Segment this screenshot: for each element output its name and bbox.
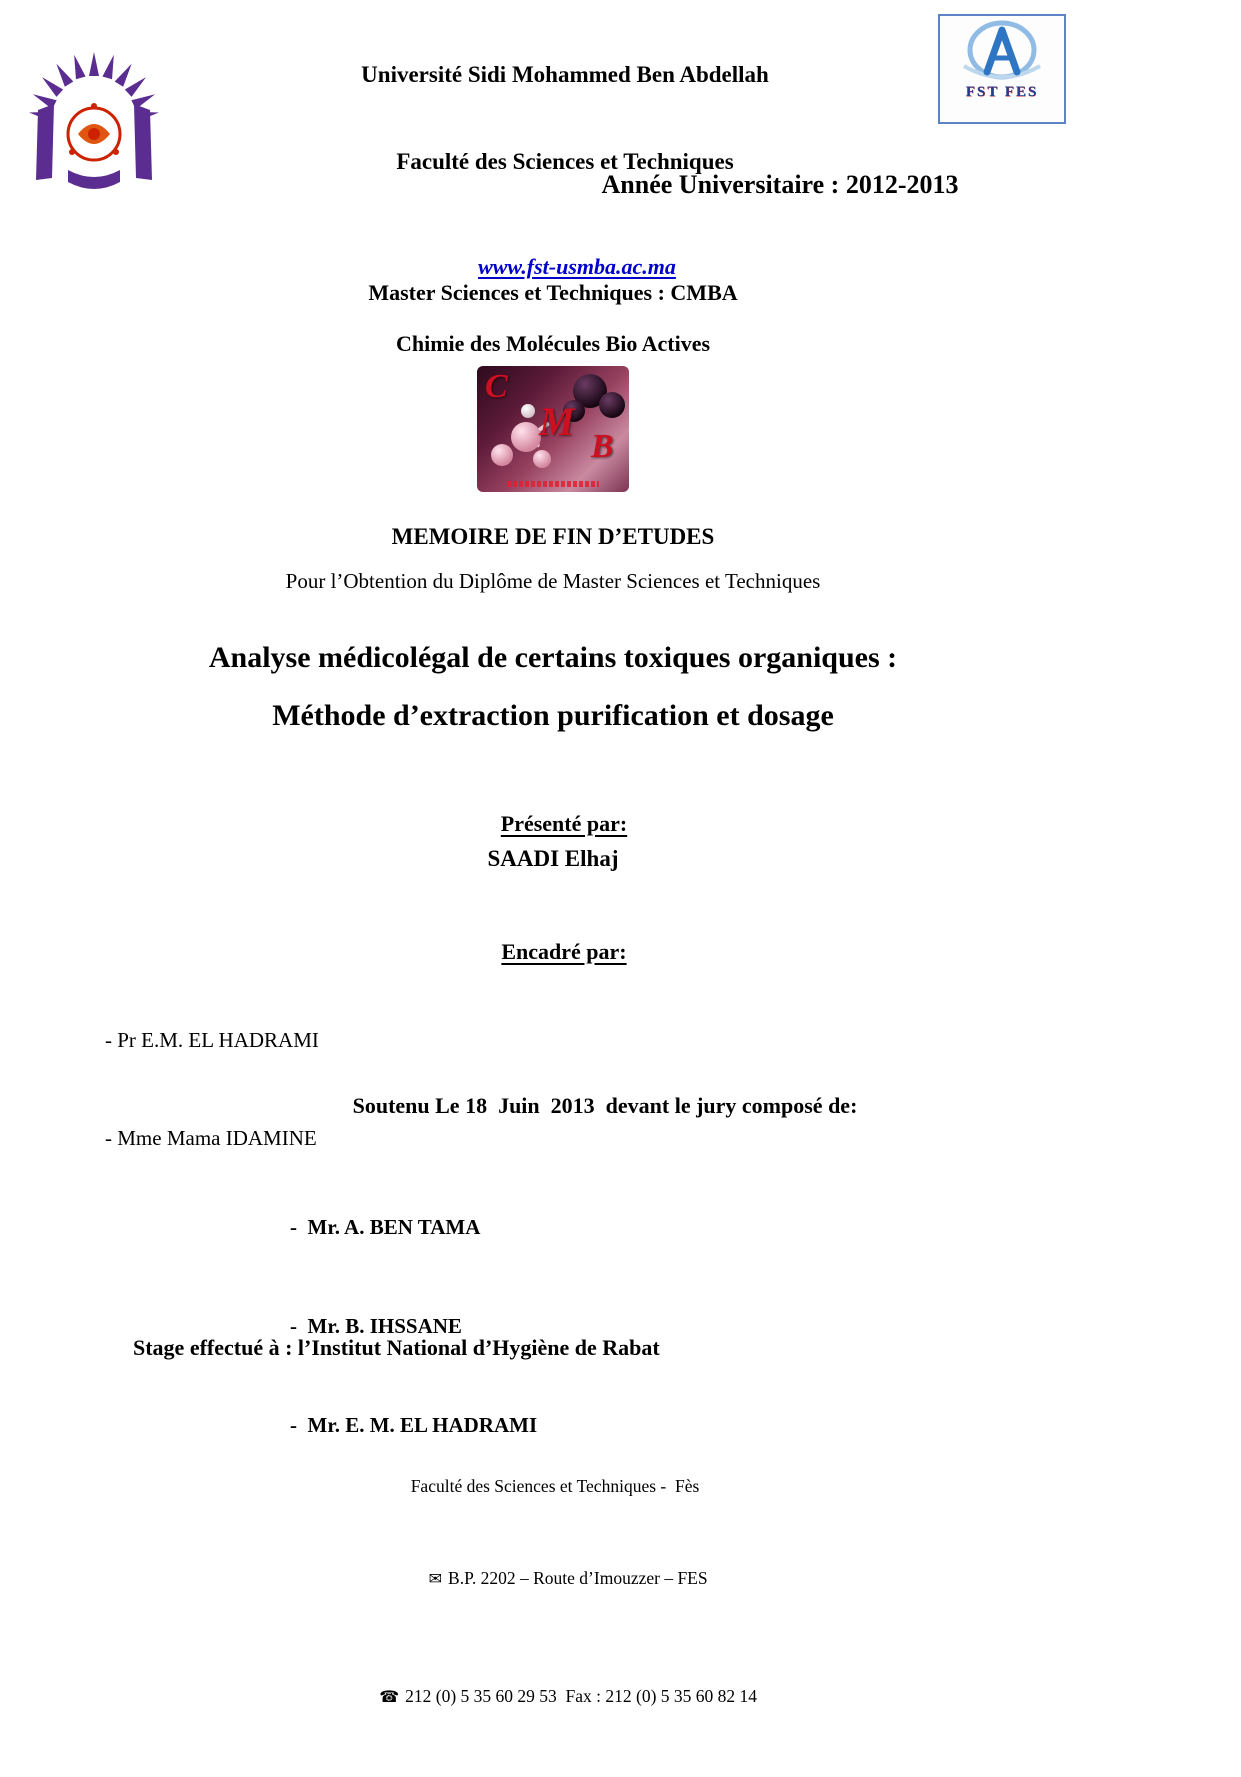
molecule-sphere (521, 404, 535, 418)
molecule-sphere (599, 392, 625, 418)
thesis-title-line1: Analyse médicolégal de certains toxiques organiques : (208, 641, 898, 674)
fst-logo-graphic (950, 18, 1054, 84)
supervised-by-label: Encadré par: (501, 939, 627, 964)
university-emblem-graphic (28, 52, 160, 192)
fst-logo-label: FST FES (965, 84, 1039, 100)
website-link[interactable]: www.fst-usmba.ac.ma (478, 254, 676, 279)
defense-statement: Soutenu Le 18 Juin 2013 devant le jury composé de: (352, 1093, 858, 1118)
molecule-sphere (533, 450, 551, 468)
master-program-line: Master Sciences et Techniques : CMBA (368, 280, 738, 305)
internship-line: Stage effectué à : l’Institut National d’Hygiène de Rabat (133, 1335, 660, 1360)
cmb-letter-c: C (485, 368, 508, 405)
thesis-title-line2: Méthode d’extraction purification et dosage (272, 699, 834, 732)
cmb-program-image (477, 366, 629, 492)
jury-member: - Mr. B. IHSSANE (290, 1314, 462, 1338)
cmb-letter-m: M (539, 399, 575, 444)
university-emblem-logo (28, 16, 160, 156)
cmb-letter-b: B (591, 428, 614, 465)
jury-member: - Mr. A. BEN TAMA (290, 1215, 481, 1239)
academic-year: Année Universitaire : 2012-2013 (601, 170, 959, 199)
jury-member: - Mr. E. M. EL HADRAMI (290, 1413, 538, 1437)
supervisor-item: - Mme Mama IDAMINE (105, 1126, 317, 1150)
supervisor-item: - Pr E.M. EL HADRAMI (105, 1028, 319, 1052)
faculty-name: Faculté des Sciences et Techniques (396, 149, 734, 174)
presented-by-label: Présenté par: (500, 811, 628, 836)
footer-faculty-line: Faculté des Sciences et Techniques - Fès (410, 1476, 700, 1496)
phone-icon: ☎ (379, 1689, 400, 1706)
envelope-icon: ✉ (428, 1571, 443, 1588)
university-name: Université Sidi Mohammed Ben Abdellah (361, 62, 769, 87)
fst-fes-logo (938, 14, 1066, 124)
footer-block (65, 1432, 1045, 1777)
specialty-line: Chimie des Molécules Bio Actives (395, 331, 711, 356)
memoire-subheading: Pour l’Obtention du Diplôme de Master Sciences et Techniques (285, 569, 821, 593)
footer-address-line (65, 1541, 1045, 1617)
footer-phone-line (65, 1659, 1045, 1735)
molecule-sphere (491, 444, 513, 466)
memoire-heading: MEMOIRE DE FIN D’ETUDES (391, 524, 715, 549)
footer-address-text: B.P. 2202 – Route d’Imouzzer – FES (448, 1568, 708, 1588)
molecule-sphere (511, 422, 541, 452)
author-name: SAADI Elhaj (487, 846, 619, 871)
cmb-caption-marks (507, 481, 599, 487)
footer-phone-text: 212 (0) 5 35 60 29 53 Fax : 212 (0) 5 35 60 82 14 (405, 1686, 758, 1706)
